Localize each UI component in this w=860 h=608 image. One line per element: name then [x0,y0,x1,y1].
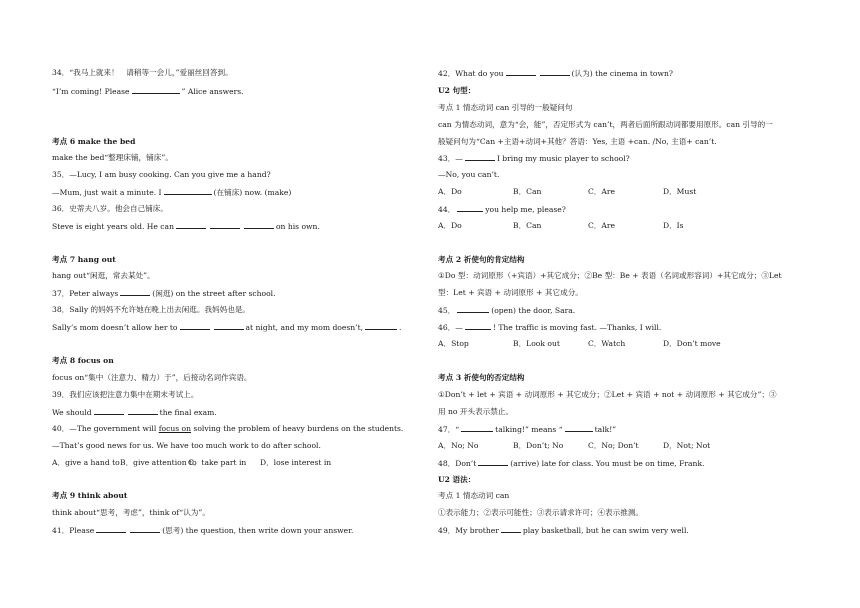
q38-sentence: Sally’s mom doesn’t allow her to at night, and my mom doesn’t, . [52,323,402,332]
option-b[interactable]: B．Can [513,187,542,196]
q34-prompt: 34．“我马上就来！ 请稍等一会儿，”爱丽丝回答到。 [52,68,233,77]
section-heading: 考点 1 情态动词 can [438,491,510,500]
answer-blank[interactable] [365,322,397,330]
q36-sentence: Steve is eight years old. He can on his own. [52,222,320,231]
section-heading: 考点 9 think about [52,491,128,500]
option-a[interactable]: A．Stop [438,339,469,348]
answer-blank[interactable] [244,221,274,229]
answer-blank[interactable] [506,68,536,76]
answer-blank[interactable] [120,288,150,296]
q38-prompt: 38．Sally 的妈妈不允许她在晚上出去闲逛。我妈妈也是。 [52,305,251,314]
section-description: 型：Let + 宾语 + 动词原形 + 其它成分。 [438,288,583,297]
q46-sentence: 46．— ! The traffic is moving fast. —Thanks, I will. [438,323,662,332]
q35-line1: 35．—Lucy, I am busy cooking. Can you give me a hand? [52,170,271,179]
section-description: 用 no 开头表示禁止。 [438,407,514,416]
option-d[interactable]: D．lose interest in [260,458,332,467]
section-heading: 考点 1 情态动词 can 引导的一般疑问句 [438,103,573,112]
option-a[interactable]: A．Do [438,221,462,230]
answer-blank[interactable] [94,407,124,415]
q42-sentence: 42．What do you (认为) the cinema in town? [438,69,673,78]
answer-blank[interactable] [565,424,593,432]
section-description: think about“思考，考虑”，think of“认为”。 [52,508,210,517]
option-a[interactable]: A．give a hand to [52,458,120,467]
section-heading: 考点 8 focus on [52,356,114,365]
answer-blank[interactable] [130,525,160,533]
q48-sentence: 48．Don’t (arrive) late for class. You must be on time, Frank. [438,459,705,468]
q41-sentence: 41．Please (思考) the question, then write down your answer. [52,526,354,535]
section-description: focus on“集中（注意力、精力）于”，后接动名词作宾语。 [52,373,252,382]
q36-prompt: 36．史蒂夫八岁。他会自己铺床。 [52,204,168,213]
section-heading: 考点 6 make the bed [52,137,136,146]
answer-blank[interactable] [214,322,244,330]
q40-options [52,458,331,468]
q44-options [438,221,684,231]
q39-sentence: We should the final exam. [52,408,217,417]
q37-sentence: 37．Peter always (闲逛) on the street after school. [52,289,276,298]
option-d[interactable]: D．Not; Not [663,441,711,450]
q47-options [438,441,710,451]
option-c[interactable]: C．Watch [588,339,626,348]
option-b[interactable]: B．give attention to [120,458,197,467]
option-d[interactable]: D．Don’t move [663,339,721,348]
section-heading: U2 语法： [438,475,476,484]
section-description: make the bed“整理床铺，铺床”。 [52,153,173,162]
answer-blank[interactable] [210,221,240,229]
option-c[interactable]: C．take part in [188,458,247,467]
q35-line2: —Mum, just wait a minute. I (在铺床) now. (make) [52,188,292,197]
q43-line1: 43．— I bring my music player to school? [438,154,630,163]
q47-sentence: 47．“ talking!” means “ talk!” [438,425,617,434]
q40-line1: 40．—The government will focus on solving the problem of heavy burdens on the students. [52,424,404,433]
section-description: ①Do 型：动词原形（+宾语）+其它成分；②Be 型：Be + 表语（名词或形容词）+其它成分；③Let [438,271,782,280]
option-a[interactable]: A．Do [438,187,462,196]
answer-blank[interactable] [465,153,495,161]
option-d[interactable]: D．Must [663,187,697,196]
q43-options [438,187,696,197]
option-b[interactable]: B．Don’t; No [513,441,564,450]
section-description: ①Don’t + let + 宾语 + 动词原形 + 其它成分；②Let + 宾语 + not + 动词原形 + 其它成分”；③ [438,390,777,399]
option-c[interactable]: C．Are [588,187,616,196]
q40-line2: —That’s good news for us. We have too much work to do after school. [52,441,321,450]
answer-blank[interactable] [457,204,483,212]
section-description: hang out“闲逛，常去某处”。 [52,271,155,280]
section-description: ①表示能力；②表示可能性；③表示请求许可；④表示推测。 [438,508,644,517]
answer-blank[interactable] [457,305,489,313]
option-d[interactable]: D．Is [663,221,684,230]
q46-options [438,339,721,349]
section-heading: 考点 2 祈使句的肯定结构 [438,255,525,264]
option-b[interactable]: B．Look out [513,339,560,348]
q45-sentence: 45． (open) the door, Sara. [438,306,576,315]
answer-blank[interactable] [501,525,521,533]
section-description: 般疑问句为“Can +主语+动词+其他？答语：Yes, 主语 +can. /No, 主语+ can’t. [438,137,717,146]
section-heading: U2 句型： [438,86,476,95]
answer-blank[interactable] [180,322,210,330]
answer-blank[interactable] [164,187,212,195]
q49-sentence: 49．My brother play basketball, but he can swim very well. [438,526,689,535]
option-c[interactable]: C．Are [588,221,616,230]
q44-sentence: 44． you help me, please? [438,205,566,214]
q43-line2: —No, you can’t. [438,170,500,179]
answer-blank[interactable] [465,322,491,330]
answer-blank[interactable] [478,458,508,466]
answer-blank[interactable] [96,525,126,533]
section-description: can 为情态动词，意为“会，能”，否定形式为 can’t，两者后面所跟动词都要用原形。can 引导的一 [438,120,773,129]
answer-blank[interactable] [461,424,493,432]
answer-blank[interactable] [132,86,180,94]
option-a[interactable]: A．No; No [438,441,479,450]
answer-blank[interactable] [540,68,570,76]
section-heading: 考点 7 hang out [52,255,116,264]
option-b[interactable]: B．Can [513,221,542,230]
answer-blank[interactable] [176,221,206,229]
q34-sentence: “I’m coming! Please ” Alice answers. [52,87,244,96]
section-heading: 考点 3 祈使句的否定结构 [438,373,525,382]
option-c[interactable]: C．No; Don’t [588,441,639,450]
q39-prompt: 39．我们应该把注意力集中在期末考试上。 [52,390,199,399]
answer-blank[interactable] [128,407,158,415]
